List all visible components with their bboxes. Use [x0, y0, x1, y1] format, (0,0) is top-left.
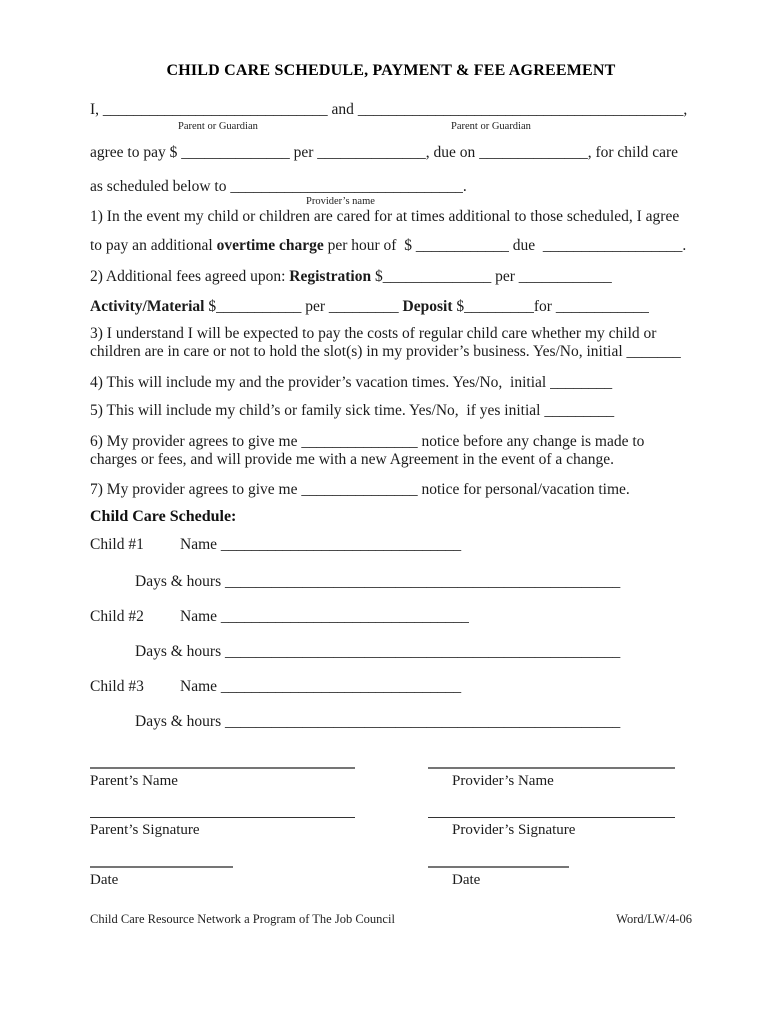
parent-name-label: Parent’s Name — [90, 773, 178, 789]
item-6-line-1 — [90, 433, 692, 451]
parent2-name-blank[interactable]: __________________________________________ — [357, 101, 684, 118]
child-1-days-blank[interactable]: ___________________________________________________ — [224, 573, 621, 590]
item-7-post-text: notice for personal/vacation time. — [417, 481, 630, 498]
child-1-label: Child #1 — [90, 536, 144, 553]
provider-line — [90, 177, 692, 196]
item-1-mid-text: per hour of $ — [323, 237, 416, 254]
provider-name-label: Provider’s Name — [452, 773, 554, 789]
activity-period-blank[interactable]: _________ — [328, 298, 399, 315]
child-2-days-blank[interactable]: ___________________________________________________ — [224, 643, 621, 660]
item-6-line-2: charges or fees, and will provide me with a new Agreement in the event of a change. — [90, 451, 614, 468]
provider-date-label: Date — [452, 872, 481, 888]
item-7-notice-blank[interactable]: _______________ — [301, 481, 418, 498]
parent1-name-blank[interactable]: _____________________________ — [102, 101, 328, 118]
parent-guardian-labels — [90, 120, 692, 134]
provider-signature-column — [428, 767, 675, 889]
parent-signature-column — [90, 767, 355, 889]
activity-material-label: Activity/Material — [90, 298, 205, 315]
provider-date-line[interactable] — [428, 866, 569, 868]
item-2-line-2 — [90, 297, 692, 317]
child-3-days-blank[interactable]: ___________________________________________________ — [224, 713, 621, 730]
document-title: CHILD CARE SCHEDULE, PAYMENT & FEE AGREEMENT — [166, 62, 616, 79]
overtime-due-blank[interactable]: __________________ — [542, 237, 683, 254]
child-3-name-row — [90, 677, 692, 697]
pay-per-text: per — [289, 144, 318, 161]
party-line — [90, 100, 692, 120]
parent-date-label: Date — [90, 872, 119, 888]
provider-signature-entry — [428, 817, 675, 839]
pay-text: agree to pay $ — [90, 144, 182, 161]
item-2-line-1 — [90, 267, 692, 287]
child-3-days-row — [90, 712, 692, 732]
deposit-amount-blank[interactable]: _________ — [464, 298, 534, 315]
child-1-name-row — [90, 535, 692, 555]
child-1-name-label: Name — [180, 536, 221, 553]
item-6-text: 6) My provider agrees to give me — [90, 433, 302, 450]
item-5-text: 5) This will include my child’s or family sick time. Yes/No, if yes initial — [90, 402, 545, 419]
deposit-dollar: $ — [452, 298, 465, 315]
child-3-label: Child #3 — [90, 678, 144, 695]
footer-doc-code: Word/LW/4-06 — [616, 912, 692, 926]
parent-name-entry — [90, 767, 355, 790]
parent-signature-entry — [90, 817, 355, 839]
item-1-due-text: due — [508, 237, 543, 254]
registration-dollar: $ — [371, 268, 383, 285]
provider-signature-label: Provider’s Signature — [452, 822, 576, 838]
item-3-line-2 — [90, 343, 692, 361]
provider-signature-line[interactable] — [428, 817, 675, 818]
item-3-initial-blank[interactable]: _______ — [626, 343, 681, 360]
signature-section — [90, 767, 692, 889]
activity-per-text: per — [301, 298, 329, 315]
page-footer — [90, 911, 692, 927]
provider-name-line[interactable] — [428, 767, 675, 769]
registration-amount-blank[interactable]: ______________ — [382, 268, 492, 285]
pay-period-blank[interactable]: ______________ — [317, 144, 426, 161]
sched-period: . — [462, 178, 467, 195]
child-1-days-label: Days & hours — [135, 573, 225, 590]
item-4-initial-blank[interactable]: ________ — [550, 374, 613, 391]
item-1-period: . — [682, 237, 687, 254]
provider-date-entry — [428, 866, 675, 889]
item-3 — [90, 325, 692, 361]
parent-date-line[interactable] — [90, 866, 233, 868]
child-2-name-blank[interactable]: ________________________________ — [220, 608, 469, 625]
registration-per-text: per — [491, 268, 519, 285]
provider-name-label: Provider’s name — [306, 196, 375, 207]
registration-label: Registration — [289, 268, 372, 285]
child-2-days-label: Days & hours — [135, 643, 225, 660]
item-1-line-2 — [90, 236, 692, 256]
overtime-charge-label: overtime charge — [216, 237, 324, 254]
payment-line — [90, 143, 692, 163]
child-3-days-label: Days & hours — [135, 713, 225, 730]
intro-comma: , — [683, 101, 688, 118]
pay-due-text: , due on — [425, 144, 480, 161]
item-7 — [90, 480, 692, 500]
child-2-name-row — [90, 607, 692, 627]
sched-text: as scheduled below to — [90, 178, 231, 195]
item-1-text: to pay an additional — [90, 237, 217, 254]
child-1-name-blank[interactable]: _______________________________ — [220, 536, 462, 553]
activity-dollar: $ — [204, 298, 217, 315]
intro-prefix: I, — [90, 101, 103, 118]
parent-signature-label: Parent’s Signature — [90, 822, 200, 838]
item-7-text: 7) My provider agrees to give me — [90, 481, 302, 498]
footer-org-text: Child Care Resource Network a Program of The Job Council — [90, 912, 395, 926]
deposit-label: Deposit — [398, 298, 453, 315]
child-2-name-label: Name — [180, 608, 221, 625]
item-1-line-1: 1) In the event my child or children are cared for at times additional to those scheduled, I agree — [90, 208, 680, 225]
item-4-text: 4) This will include my and the provider’s vacation times. Yes/No, initial — [90, 374, 551, 391]
item-6 — [90, 433, 692, 469]
item-3-text: children are in care or not to hold the slot(s) in my provider’s business. Yes/No, initial — [90, 343, 627, 360]
item-6-post-text: notice before any change is made to — [417, 433, 645, 450]
item-2 — [90, 267, 692, 317]
item-6-notice-blank[interactable]: _______________ — [301, 433, 418, 450]
intro-and: and — [327, 101, 358, 118]
provider-name-entry — [428, 767, 675, 790]
pay-post-text: , for child care — [587, 144, 679, 161]
item-4 — [90, 373, 692, 393]
activity-amount-blank[interactable]: ___________ — [216, 298, 302, 315]
child-1-days-row — [90, 572, 692, 592]
parent-signature-line[interactable] — [90, 817, 355, 818]
item-2-text: 2) Additional fees agreed upon: — [90, 268, 290, 285]
child-2-days-row — [90, 642, 692, 662]
deposit-for-blank[interactable]: ____________ — [555, 298, 649, 315]
parent-name-line[interactable] — [90, 767, 355, 769]
registration-period-blank[interactable]: ____________ — [518, 268, 612, 285]
child-3-name-label: Name — [180, 678, 221, 695]
item-5 — [90, 401, 692, 421]
overtime-rate-blank[interactable]: ____________ — [415, 237, 509, 254]
parent-date-entry — [90, 866, 355, 889]
deposit-for-text: for — [533, 298, 556, 315]
item-1 — [90, 207, 692, 256]
item-5-initial-blank[interactable]: _________ — [544, 402, 615, 419]
schedule-heading: Child Care Schedule: — [90, 508, 237, 525]
child-2-label: Child #2 — [90, 608, 144, 625]
pay-amount-blank[interactable]: ______________ — [181, 144, 290, 161]
pay-due-date-blank[interactable]: ______________ — [479, 144, 588, 161]
parent-guardian-label-1: Parent or Guardian — [178, 121, 258, 132]
child-3-name-blank[interactable]: _______________________________ — [220, 678, 462, 695]
parent-guardian-label-2: Parent or Guardian — [451, 121, 531, 132]
item-3-line-1: 3) I understand I will be expected to pay the costs of regular child care whether my child or — [90, 325, 657, 342]
provider-name-blank[interactable]: ______________________________ — [230, 178, 463, 195]
